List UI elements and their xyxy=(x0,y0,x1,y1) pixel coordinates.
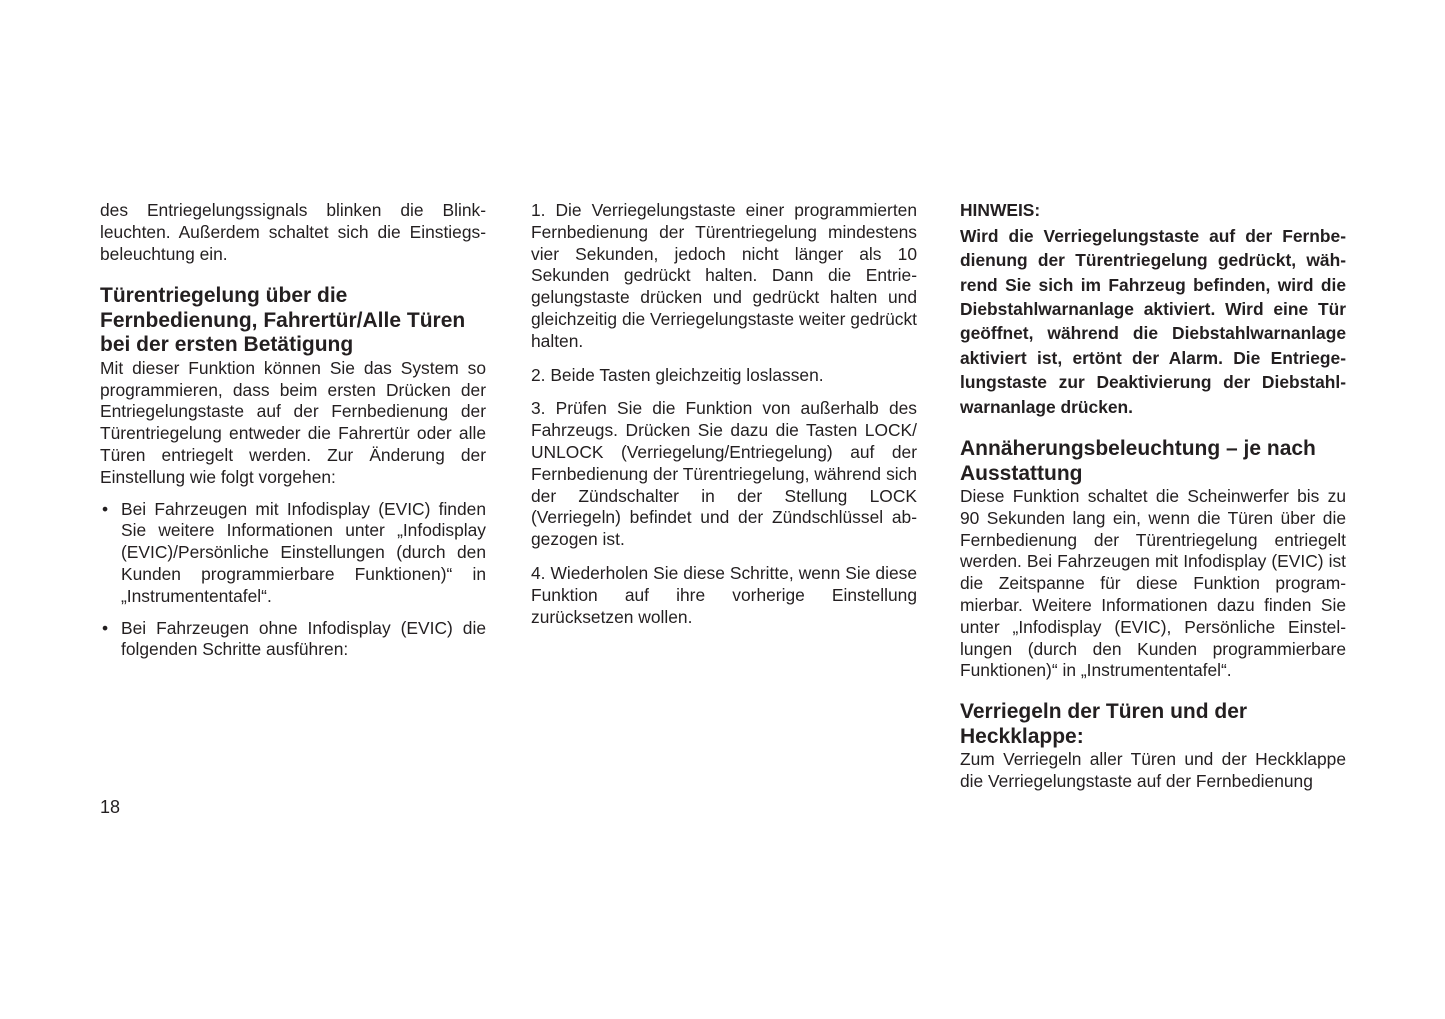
section-heading-locking: Verriegeln der Türen und der Heckklappe: xyxy=(960,700,1248,748)
note-text: Wird die Verriegelungstaste auf der Fernbedienung der Türentriegelung gedrückt, während Sie sich im Fahrzeug befinden, wird die Diebstahlwarnanlage aktiviert. Wird eine Tür geöffnet, während die Diebstahlwarnanlage aktiviert ist, ertönt der Alarm. Die Entriegelungstaste zur Deaktivierung der Diebstahlwarnanlage drücken. xyxy=(960,225,1346,417)
step-4: 4. Wiederholen Sie diese Schritte, wenn Sie diese Funktion auf ihre vorherige Einstellung zurücksetzen wollen. xyxy=(531,562,917,627)
section-body-locking: Zum Verriegeln aller Türen und der Heckklappe die Verriegelungstaste auf der Fernbedienung xyxy=(960,749,1346,792)
bullet-text: Bei Fahrzeugen mit Infodisplay (EVIC) finden Sie weitere Informationen unter „Infodisplay (EVIC)/Persönliche Einstellungen (durch den Kunden programmierbare Funktionen)“ in „Instrumententafel“. xyxy=(121,498,486,606)
bullet-icon: • xyxy=(102,498,109,519)
bullet-icon: • xyxy=(102,617,109,638)
step-2: 2. Beide Tasten gleichzeitig loslassen. xyxy=(531,364,824,385)
right-column xyxy=(960,200,1346,793)
section-body-remote-unlock: Mit dieser Funktion können Sie das System so programmieren, dass beim ersten Drücken der Entriegelungstaste auf der Fernbedienung der Türentriegelung entweder die Fahrertür oder alle Türen entriegelt werden. Zur Änderung der Einstellung wie folgt vorgehen: xyxy=(100,357,486,487)
step-1: 1. Die Verriegelungstaste einer programmierten Fernbedienung der Türentriegelung mindestens vier Sekunden, jedoch nicht länger als 10 Sekunden gedrückt halten. Dann die Entriegelungstaste drücken und gedrückt halten und gleichzeitig die Verriegelungstaste weiter gedrückt halten. xyxy=(531,200,917,351)
bullet-list xyxy=(100,499,486,662)
section-heading-approach-lighting: Annäherungsbeleuchtung – je nach Ausstattung xyxy=(960,437,1316,485)
middle-column xyxy=(531,200,917,628)
list-item xyxy=(100,618,486,662)
page-number: 18 xyxy=(100,797,121,817)
note-title: HINWEIS: xyxy=(960,200,1041,220)
left-column xyxy=(100,200,486,671)
section-body-approach-lighting: Diese Funktion schaltet die Scheinwerfer bis zu 90 Sekunden lang ein, wenn die Türen über die Fernbedienung der Türentriegelung entriegelt werden. Bei Fahrzeugen mit Infodisplay (EVIC) ist die Zeitspanne für diese Funktion programmierbar. Weitere Informationen dazu finden Sie unter „Infodisplay (EVIC), Persönliche Einstellungen (durch den Kunden programmierbare Funktionen)“ in „Instrumententafel“. xyxy=(960,486,1346,681)
intro-paragraph: des Entriegelungssignals blinken die Blinkleuchten. Außerdem schaltet sich die Einstiegsbeleuchtung ein. xyxy=(100,200,486,264)
list-item xyxy=(100,499,486,608)
step-3: 3. Prüfen Sie die Funktion von außerhalb des Fahrzeugs. Drücken Sie dazu die Tasten LOCK/​UNLOCK (Verriegelung/Entriegelung) auf der Fernbedienung der Türentriegelung, während sich der Zündschalter in der Stellung LOCK (Verriegeln) befindet und der Zündschlüssel abgezogen ist. xyxy=(531,398,917,550)
bullet-text: Bei Fahrzeugen ohne Infodisplay (EVIC) die folgenden Schritte ausführen: xyxy=(121,617,486,660)
section-heading-remote-unlock: Türentriegelung über die Fernbedienung, Fahrertür/Alle Türen bei der ersten Betätigung xyxy=(100,284,466,357)
